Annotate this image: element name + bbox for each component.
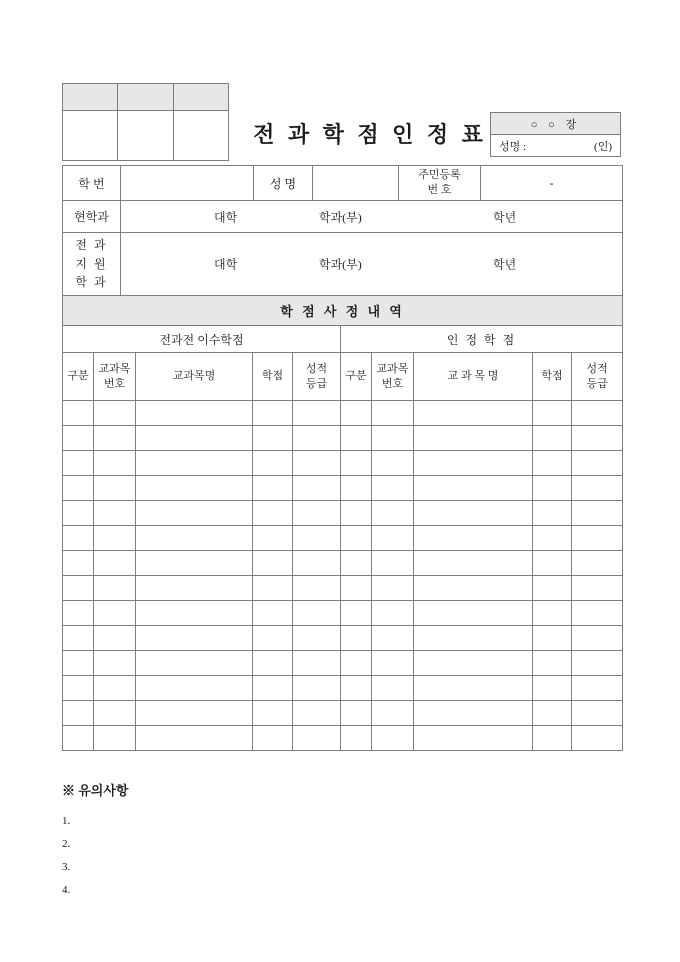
grade-cell xyxy=(253,701,293,726)
grades-section-title: 학 점 사 정 내 역 xyxy=(63,296,623,326)
notes-section xyxy=(62,780,128,902)
stamp-signature xyxy=(491,138,620,154)
grade-cell xyxy=(63,426,94,451)
subject-code-line1: 교과목 xyxy=(98,363,131,376)
grade-cell xyxy=(63,676,94,701)
note-item: 1. xyxy=(62,815,71,827)
dept-label: 학과(부) xyxy=(319,210,362,224)
grade-line1: 성적 xyxy=(305,363,328,376)
grade-cell xyxy=(94,401,136,426)
dept-label: 학과(부) xyxy=(319,257,362,272)
grade-cell xyxy=(293,401,341,426)
grade-row xyxy=(63,501,623,526)
grade-cell xyxy=(533,526,572,551)
grade-cell xyxy=(136,426,253,451)
col-header-subject-name: 교과목명 xyxy=(136,353,253,401)
resident-no-label-line1: 주민등록 xyxy=(418,169,461,182)
grade-cell xyxy=(414,676,533,701)
grade-cell xyxy=(572,401,623,426)
grade-cell xyxy=(63,626,94,651)
grade-cell xyxy=(293,726,341,751)
grade-cell xyxy=(293,526,341,551)
grade-cell xyxy=(293,701,341,726)
col-header-grade xyxy=(293,353,341,401)
grade-cell xyxy=(533,651,572,676)
grade-cell xyxy=(414,476,533,501)
grade-cell xyxy=(63,651,94,676)
grade-cell xyxy=(136,576,253,601)
grade-cell xyxy=(372,551,414,576)
col-header-credit: 학점 xyxy=(533,353,572,401)
grade-cell xyxy=(372,476,414,501)
grade-cell xyxy=(293,426,341,451)
grade-cell xyxy=(253,426,293,451)
transfer-dept-label xyxy=(63,233,121,296)
grade-row xyxy=(63,626,623,651)
grade-cell xyxy=(341,701,372,726)
grade-cell xyxy=(572,651,623,676)
grade-cell xyxy=(63,501,94,526)
grade-cell xyxy=(63,576,94,601)
grade-cell xyxy=(293,476,341,501)
grade-row xyxy=(63,426,623,451)
grade-cell xyxy=(372,401,414,426)
grade-cell xyxy=(253,526,293,551)
approval-sign-cell xyxy=(63,111,118,161)
grade-cell xyxy=(63,476,94,501)
grade-row xyxy=(63,676,623,701)
grade-cell xyxy=(533,451,572,476)
grade-cell xyxy=(253,576,293,601)
grade-row xyxy=(63,726,623,751)
grade-cell xyxy=(572,576,623,601)
col-header-subject-code xyxy=(372,353,414,401)
grades-column-header-row xyxy=(63,353,623,401)
grade-cell xyxy=(136,651,253,676)
grade-cell xyxy=(414,726,533,751)
left-group-header: 전과전 이수학점 xyxy=(63,326,341,353)
col-header-credit: 학점 xyxy=(253,353,293,401)
student-no-label: 학 번 xyxy=(63,166,121,201)
col-header-gubun: 구분 xyxy=(63,353,94,401)
grade-cell xyxy=(572,701,623,726)
grade-cell xyxy=(136,401,253,426)
grade-cell xyxy=(341,451,372,476)
stamp-box xyxy=(490,112,621,157)
grade-cell xyxy=(572,676,623,701)
grade-cell xyxy=(572,501,623,526)
grade-cell xyxy=(94,576,136,601)
grade-line1: 성적 xyxy=(586,363,608,376)
approval-header-row xyxy=(63,84,229,111)
grade-cell xyxy=(341,626,372,651)
grade-line2: 등급 xyxy=(586,377,608,390)
grade-cell xyxy=(136,601,253,626)
grade-cell xyxy=(533,701,572,726)
grade-cell xyxy=(414,526,533,551)
year-label: 학년 xyxy=(493,257,517,272)
grade-cell xyxy=(253,601,293,626)
grade-cell xyxy=(293,451,341,476)
grade-cell xyxy=(63,701,94,726)
grade-cell xyxy=(293,676,341,701)
grade-cell xyxy=(63,726,94,751)
grade-cell xyxy=(414,701,533,726)
grade-cell xyxy=(533,426,572,451)
right-group-header: 인 정 학 점 xyxy=(341,326,623,353)
grade-cell xyxy=(253,551,293,576)
grade-cell xyxy=(341,426,372,451)
grade-cell xyxy=(94,701,136,726)
grade-cell xyxy=(572,551,623,576)
current-dept-value xyxy=(121,201,623,233)
stamp-name-label: 성명 : xyxy=(499,140,527,153)
grade-cell xyxy=(572,476,623,501)
transfer-dept-row xyxy=(63,233,623,296)
grade-cell xyxy=(94,676,136,701)
grade-row xyxy=(63,651,623,676)
note-item: 4. xyxy=(62,884,71,896)
grades-section-title-row xyxy=(63,296,623,326)
grade-cell xyxy=(341,576,372,601)
college-label: 대학 xyxy=(214,210,238,224)
grade-cell xyxy=(136,551,253,576)
grade-cell xyxy=(293,551,341,576)
grade-cell xyxy=(94,451,136,476)
grade-cell xyxy=(372,676,414,701)
grade-cell xyxy=(372,576,414,601)
grade-cell xyxy=(341,726,372,751)
grade-cell xyxy=(414,601,533,626)
student-no-value xyxy=(121,166,254,201)
grade-cell xyxy=(63,601,94,626)
grade-cell xyxy=(293,501,341,526)
note-item: 3. xyxy=(62,861,71,873)
grade-cell xyxy=(94,476,136,501)
grade-cell xyxy=(372,701,414,726)
grade-cell xyxy=(372,651,414,676)
grade-cell xyxy=(253,676,293,701)
grade-cell xyxy=(414,551,533,576)
name-value xyxy=(313,166,399,201)
grade-cell xyxy=(414,626,533,651)
current-dept-row xyxy=(63,201,623,233)
grade-row xyxy=(63,451,623,476)
grade-cell xyxy=(341,476,372,501)
grade-cell xyxy=(533,626,572,651)
grade-cell xyxy=(253,401,293,426)
grade-cell xyxy=(414,426,533,451)
grade-cell xyxy=(136,626,253,651)
grade-cell xyxy=(533,476,572,501)
stamp-header-row xyxy=(491,113,621,135)
student-info-table xyxy=(62,165,623,296)
grade-cell xyxy=(533,601,572,626)
grade-cell xyxy=(253,626,293,651)
grade-cell xyxy=(341,676,372,701)
grade-cell xyxy=(253,501,293,526)
grade-cell xyxy=(372,451,414,476)
college-label: 대학 xyxy=(214,257,238,272)
resident-no-value: - xyxy=(481,166,623,201)
stamp-header: ○ ○ 장 xyxy=(491,113,621,135)
page-title: 전 과 학 점 인 정 표 xyxy=(253,122,487,147)
grade-cell xyxy=(136,451,253,476)
approval-sign-cell xyxy=(173,111,228,161)
grade-cell xyxy=(293,626,341,651)
grade-row xyxy=(63,526,623,551)
col-header-gubun: 구분 xyxy=(341,353,372,401)
grade-cell xyxy=(94,626,136,651)
grade-row xyxy=(63,601,623,626)
grade-cell xyxy=(94,601,136,626)
approval-grid xyxy=(62,83,229,161)
grade-cell xyxy=(63,451,94,476)
grade-cell xyxy=(372,601,414,626)
student-id-row xyxy=(63,166,623,201)
approval-header-cell xyxy=(118,84,173,111)
grade-cell xyxy=(136,726,253,751)
grade-cell xyxy=(414,651,533,676)
grade-cell xyxy=(372,626,414,651)
grade-cell xyxy=(533,501,572,526)
grade-row xyxy=(63,551,623,576)
grade-cell xyxy=(136,476,253,501)
approval-header-cell xyxy=(63,84,118,111)
transfer-dept-label-line2: 지 원 xyxy=(75,256,108,271)
grade-cell xyxy=(533,576,572,601)
subject-code-line2: 번호 xyxy=(381,377,404,390)
grade-cell xyxy=(136,526,253,551)
grade-cell xyxy=(293,651,341,676)
grade-cell xyxy=(94,726,136,751)
grade-cell xyxy=(414,501,533,526)
subject-code-line1: 교과목 xyxy=(376,363,409,376)
grade-cell xyxy=(341,651,372,676)
grade-cell xyxy=(533,401,572,426)
grade-cell xyxy=(94,501,136,526)
grade-cell xyxy=(414,451,533,476)
grade-cell xyxy=(253,726,293,751)
col-header-subject-name: 교 과 목 명 xyxy=(414,353,533,401)
grade-cell xyxy=(372,726,414,751)
grade-cell xyxy=(372,501,414,526)
stamp-signature-cell xyxy=(491,135,621,157)
grade-cell xyxy=(341,601,372,626)
grade-row xyxy=(63,401,623,426)
name-label: 성 명 xyxy=(254,166,313,201)
notes-title: ※ 유의사항 xyxy=(62,783,129,798)
grade-cell xyxy=(94,551,136,576)
grades-table xyxy=(62,295,623,751)
grade-cell xyxy=(63,401,94,426)
grade-cell xyxy=(253,651,293,676)
grade-rows xyxy=(63,401,623,751)
stamp-signature-row xyxy=(491,135,621,157)
grade-cell xyxy=(372,426,414,451)
transfer-dept-label-line1: 전 과 xyxy=(75,238,108,253)
grades-group-row xyxy=(63,326,623,353)
grade-cell xyxy=(533,676,572,701)
transfer-dept-label-line3: 학 과 xyxy=(75,275,108,290)
current-dept-label: 현학과 xyxy=(63,201,121,233)
grade-cell xyxy=(293,576,341,601)
approval-sign-cell xyxy=(118,111,173,161)
grade-cell xyxy=(94,651,136,676)
grade-cell xyxy=(341,401,372,426)
grade-cell xyxy=(63,526,94,551)
grade-cell xyxy=(341,501,372,526)
grade-row xyxy=(63,476,623,501)
grade-cell xyxy=(533,551,572,576)
grade-cell xyxy=(293,601,341,626)
grade-cell xyxy=(572,451,623,476)
grade-row xyxy=(63,701,623,726)
grade-cell xyxy=(533,726,572,751)
grade-cell xyxy=(63,551,94,576)
transfer-dept-value xyxy=(121,233,623,296)
grade-cell xyxy=(94,426,136,451)
grade-cell xyxy=(253,451,293,476)
grade-cell xyxy=(414,401,533,426)
subject-code-line2: 번호 xyxy=(103,377,126,390)
col-header-subject-code xyxy=(94,353,136,401)
col-header-grade xyxy=(572,353,623,401)
grade-line2: 등급 xyxy=(305,377,328,390)
grade-cell xyxy=(572,626,623,651)
grade-cell xyxy=(136,676,253,701)
grade-cell xyxy=(572,601,623,626)
resident-no-label-line2: 번 호 xyxy=(427,184,452,196)
grade-cell xyxy=(94,526,136,551)
grade-cell xyxy=(572,526,623,551)
grade-cell xyxy=(414,576,533,601)
grade-cell xyxy=(341,551,372,576)
grade-cell xyxy=(136,501,253,526)
grade-cell xyxy=(341,526,372,551)
grade-row xyxy=(63,576,623,601)
stamp-seal-label: (인) xyxy=(594,140,612,153)
year-label: 학년 xyxy=(493,210,517,224)
grade-cell xyxy=(572,726,623,751)
grade-cell xyxy=(253,476,293,501)
grade-cell xyxy=(572,426,623,451)
grade-cell xyxy=(136,701,253,726)
note-item: 2. xyxy=(62,838,71,850)
approval-sign-row xyxy=(63,111,229,161)
grade-cell xyxy=(372,526,414,551)
resident-no-label xyxy=(399,166,481,201)
approval-header-cell xyxy=(173,84,228,111)
